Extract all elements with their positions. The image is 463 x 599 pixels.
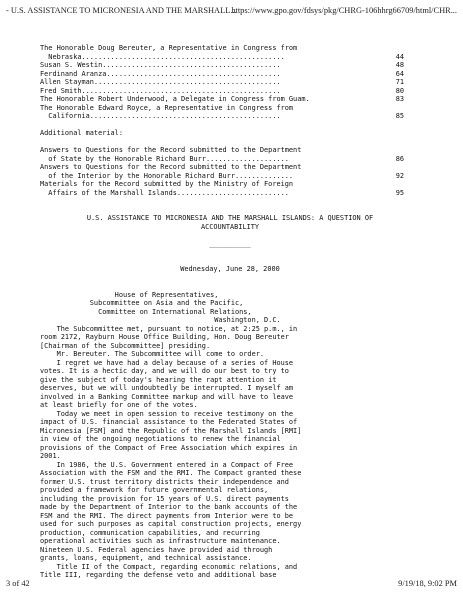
body-line: including the provision for 15 years of U.S. direct payments <box>40 494 289 503</box>
document-body <box>40 44 420 580</box>
body-line: former U.S. trust territory districts their independence and <box>40 477 289 486</box>
separator: __________ <box>209 239 251 248</box>
body-line: grants, loans, equipment, and technical assistance. <box>40 554 252 562</box>
address-line: Washington, D.C. <box>40 316 281 324</box>
body-line: involved in a Banking Committee markup and will have to leave <box>40 392 294 401</box>
page-counter: 3 of 42 <box>6 579 30 588</box>
hearing-date: Wednesday, June 28, 2000 <box>180 265 280 273</box>
header-url[interactable]: https://www.gpo.gov/fdsys/pkg/CHRG-106hhrg66709/html/CHR... <box>231 6 457 15</box>
body-line: Today we meet in open session to receive testimony on the <box>40 409 294 418</box>
body-line: 2001. <box>40 452 61 460</box>
header-title: - U.S. ASSISTANCE TO MICRONESIA AND THE MARSHALL... <box>6 6 237 15</box>
table-of-contents <box>40 44 420 121</box>
page-header <box>6 6 457 20</box>
body-line: Nineteen U.S. Federal agencies have provided aid through <box>40 545 273 554</box>
body-line: Association with the FSM and the RMI. The Compact granted these <box>40 469 302 477</box>
toc-entry: Affairs of the Marshall Islands........................... 95 <box>40 188 404 197</box>
body-line: production, communication capabilities, and recurring <box>40 528 260 537</box>
body-line: Micronesia [FSM] and the Republic of the Marshall Islands [RMI] <box>40 426 302 435</box>
body-line: Title III, regarding the defense veto and additional base <box>40 571 277 579</box>
body-line: I regret we have had a delay because of a series of House <box>40 358 294 367</box>
toc-entry: California.............................................. 85 <box>40 112 404 120</box>
hearing-title: U.S. ASSISTANCE TO MICRONESIA AND THE MARSHALL ISLANDS: A QUESTION OF <box>86 214 374 222</box>
body-line: in view of the ongoing negotiations to renew the financial <box>40 435 281 443</box>
body-line: Mr. Bereuter. The Subcommittee will come to order. <box>40 350 265 358</box>
body-line: deserves, but we will undoubtedly be interrupted. I myself am <box>40 384 294 392</box>
toc-entry: The Honorable Doug Bereuter, a Representative in Congress from <box>40 44 298 52</box>
body-line: Title II of the Compact, regarding economic relations, and <box>40 562 298 571</box>
body-line: In 1986, the U.S. Government entered in a Compact of Free <box>40 460 294 469</box>
toc-entry: of the Interior by the Honorable Richard Burr.............. 92 <box>40 171 404 180</box>
page-footer <box>6 579 457 593</box>
body-line: operational activities such as infrastructure maintenance. <box>40 537 281 545</box>
toc-entry: Allen Stayman............................................. 71 <box>40 78 404 86</box>
address-line: Subcommittee on Asia and the Pacific, <box>40 299 244 307</box>
body-line: made by the Department of Interior to the bank accounts of the <box>40 503 298 511</box>
body-line: at least briefly for one of the votes. <box>40 401 198 409</box>
body-line: The Subcommittee met, pursuant to notice, at 2:25 p.m., in <box>40 324 298 333</box>
body-line: give the subject of today's hearing the rapt attention it <box>40 375 277 384</box>
body-line: used for such purposes as capital construction projects, energy <box>40 520 302 528</box>
toc-entry: Fred Smith................................................ 80 <box>40 86 404 95</box>
body-line: provided a framework for future governmental relations, <box>40 486 269 494</box>
body-line: room 2172, Rayburn House Office Building, Hon. Doug Bereuter <box>40 333 289 341</box>
body-line: impact of U.S. financial assistance to the Federated States of <box>40 418 298 426</box>
toc-entry: Answers to Questions for the Record submitted to the Department <box>40 146 302 154</box>
hearing-transcript <box>40 325 420 580</box>
toc-entry: Ferdinand Aranza.......................................... 64 <box>40 69 404 78</box>
body-line: [Chairman of the Subcommittee] presiding. <box>40 341 211 350</box>
additional-material-list <box>40 146 420 197</box>
body-line: provisions of the Compact of Free Association which expires in <box>40 443 298 452</box>
address-line: House of Representatives, <box>40 290 219 299</box>
hearing-title-cont: ACCOUNTABILITY <box>200 222 260 231</box>
toc-entry: Susan S. Westin........................................... 48 <box>40 61 404 69</box>
toc-entry: The Honorable Edward Royce, a Representative in Congress from <box>40 103 294 112</box>
print-timestamp: 9/19/18, 9:02 PM <box>398 579 457 588</box>
address-line: Committee on International Relations, <box>40 307 252 316</box>
additional-material-heading: Additional material: <box>40 129 123 137</box>
body-line: FSM and the RMI. The direct payments from Interior were to be <box>40 511 294 520</box>
body-line: votes. It is a hectic day, and we will do our best to try to <box>40 367 289 375</box>
toc-entry: Answers to Questions for the Record submitted to the Department <box>40 163 302 171</box>
toc-entry: of State by the Honorable Richard Burr.................... 86 <box>40 154 404 163</box>
toc-entry: Materials for the Record submitted by the Ministry of Foreign <box>40 180 294 188</box>
toc-entry: Nebraska................................................. 44 <box>40 52 404 61</box>
toc-entry: The Honorable Robert Underwood, a Delegate in Congress from Guam. 83 <box>40 95 404 103</box>
